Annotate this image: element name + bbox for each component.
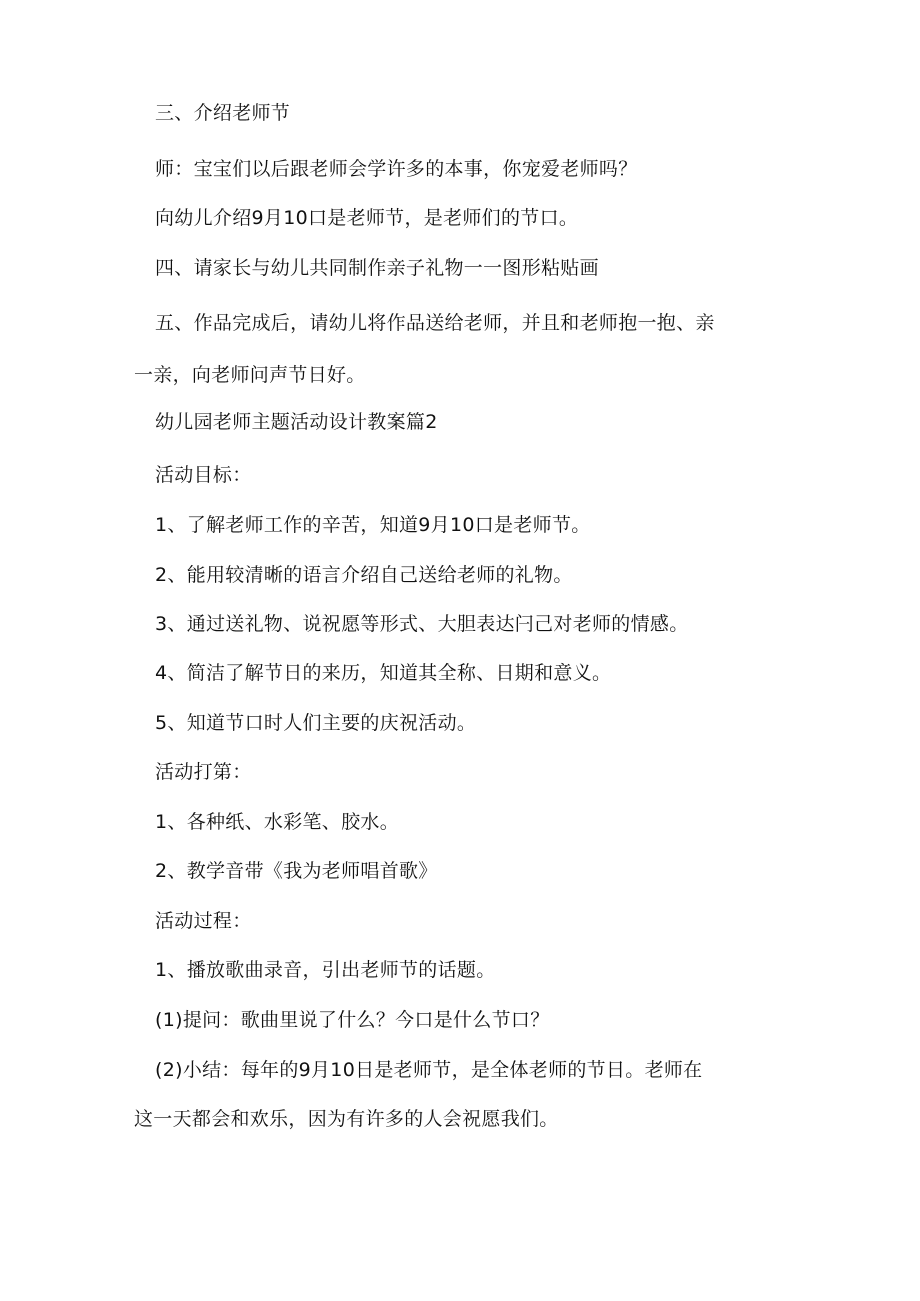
heading-activity-goals: 活动目标： — [155, 464, 252, 486]
goal-item-1: 1、了解老师工作的辛苦，知道9月10口是老师节。 — [155, 514, 591, 536]
section-heading-make-gift: 四、请家长与幼儿共同制作亲子礼物一一图形粘贴画 — [155, 257, 599, 279]
process-summary-line1: (2)小结：每年的9月10日是老师节，是全体老师的节日。老师在 — [155, 1059, 703, 1081]
goal-item-5: 5、知道节口时人们主要的庆祝活动。 — [155, 712, 477, 734]
goal-item-4: 4、简洁了解节日的来历，知道其全称、日期和意义。 — [155, 662, 612, 684]
goal-item-2: 2、能用较清晰的语言介绍自己送给老师的礼物。 — [155, 564, 573, 586]
process-question: (1)提问：歌曲里说了什么？今口是什么节口？ — [155, 1009, 550, 1031]
paragraph-introduce-date: 向幼儿介绍9月10口是老师节，是老师们的节口。 — [155, 207, 579, 229]
goal-item-3: 3、通过送礼物、说祝愿等形式、大胆表达闩己对老师的情感。 — [155, 613, 689, 635]
heading-activity-preparation: 活动打第： — [155, 761, 252, 783]
preparation-item-2: 2、教学音带《我为老师唱首歌》 — [155, 860, 438, 882]
lesson-plan-title: 幼儿园老师主题活动设计教案篇2 — [155, 411, 438, 433]
heading-activity-process: 活动过程： — [155, 910, 252, 932]
preparation-item-1: 1、各种纸、水彩笔、胶水。 — [155, 811, 399, 833]
paragraph-teacher-question: 师：宝宝们以后跟老师会学许多的本事，你宠爱老师吗？ — [155, 158, 638, 180]
process-step-1: 1、播放歌曲录音，引出老师节的话题。 — [155, 959, 496, 981]
section-heading-intro-teachers-day: 三、介绍老师节 — [155, 102, 291, 124]
paragraph-send-gift-line2: 一亲，向老师问声节日好。 — [134, 364, 366, 386]
process-summary-line2: 这一天都会和欢乐，因为有许多的人会祝愿我们。 — [134, 1108, 559, 1130]
paragraph-send-gift-line1: 五、作品完成后，请幼儿将作品送给老师，并且和老师抱一抱、亲 — [155, 312, 715, 334]
